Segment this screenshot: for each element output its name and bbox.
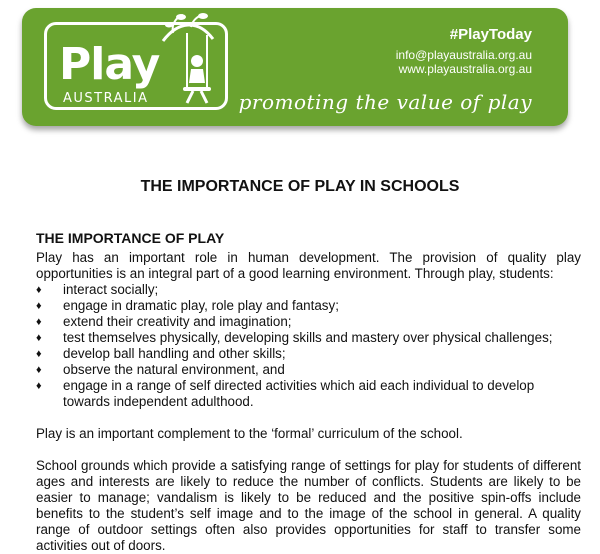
list-item: ♦ interact socially; <box>36 282 159 297</box>
document-body <box>36 250 581 554</box>
curriculum-paragraph: Play is an important complement to the ‘formal’ curriculum of the school. <box>36 426 463 441</box>
diamond-bullet-icon: ♦ <box>36 348 42 360</box>
diamond-bullet-icon: ♦ <box>36 332 42 344</box>
header-banner <box>22 8 568 126</box>
diamond-bullet-icon: ♦ <box>36 300 42 312</box>
list-item: ♦ test themselves physically, developing skills and mastery over physical challenges; <box>36 330 553 345</box>
intro-paragraph: Play has an important role in human development. The provision of quality play opportunities is an integral part of a good learning environment. Through play, students: <box>36 250 581 281</box>
diamond-bullet-icon: ♦ <box>36 380 42 392</box>
diamond-bullet-icon: ♦ <box>36 364 42 376</box>
list-item: ♦ develop ball handling and other skills; <box>36 346 286 361</box>
logo-wordmark: Play <box>59 39 160 90</box>
section-title: THE IMPORTANCE OF PLAY <box>36 230 225 246</box>
email-link[interactable]: info@playaustralia.org.au <box>395 48 532 62</box>
list-item: ♦ observe the natural environment, and <box>36 362 285 377</box>
hashtag: #PlayToday <box>449 26 532 43</box>
tagline: promoting the value of play <box>238 90 532 114</box>
list-item: ♦ engage in a range of self directed activities which aid each individual to develop towards independent adulthood. <box>36 378 535 409</box>
website-link[interactable]: www.playaustralia.org.au <box>398 62 532 76</box>
diamond-bullet-icon: ♦ <box>36 316 42 328</box>
diamond-bullet-icon: ♦ <box>36 284 42 296</box>
contact-info <box>396 48 532 76</box>
document-title: THE IMPORTANCE OF PLAY IN SCHOOLS <box>140 178 460 195</box>
list-item: ♦ extend their creativity and imagination; <box>36 314 292 329</box>
school-grounds-paragraph: School grounds which provide a satisfying range of settings for play for students of different ages and interests are likely to reduce the number of conflicts. Students are likely to be easier to manage; vandalism is likely to be reduced and the positive spin-offs include benefits to the student’s self image and to the image of the school in general. A quality range of outdoor settings often also provides opportunities for staff to transfer some activities out of doors. <box>36 458 581 553</box>
benefits-list <box>36 282 581 410</box>
list-item: ♦ engage in dramatic play, role play and fantasy; <box>36 298 339 313</box>
logo-subtitle: AUSTRALIA <box>63 91 149 106</box>
play-australia-logo[interactable] <box>44 22 228 110</box>
